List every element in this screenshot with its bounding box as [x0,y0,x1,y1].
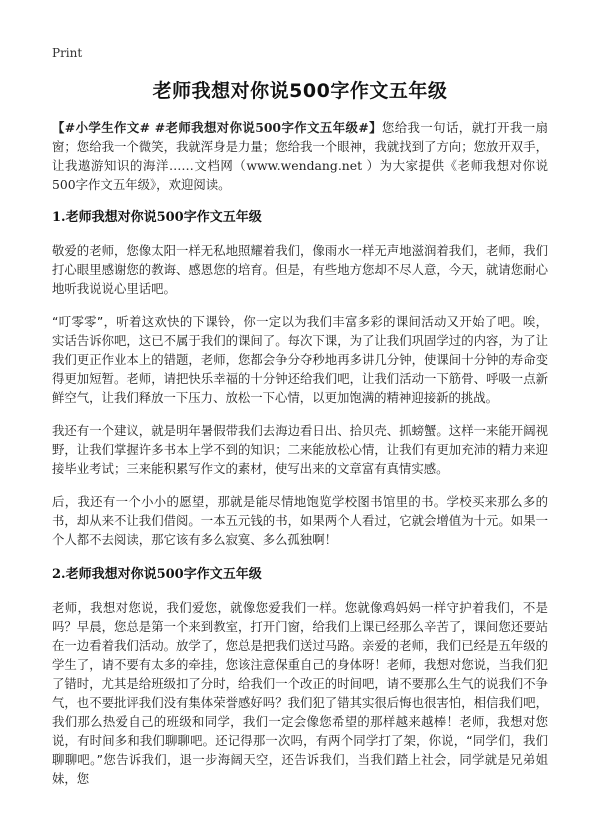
section-paragraph: “叮零零”，听着这欢快的下课铃，你一定以为我们丰富多彩的课间活动又开始了吧。唉，实话告诉你吧，这已不属于我们的课间了。每次下课，为了让我们巩固学过的内容，为了让我们更正作业本上的错题，老师，您都会争分夺秒地再多讲几分钟，使课间十分钟的寿命变得更加短暂。老师，请把快乐幸福的十分钟还给我们吧，让我们活动一下筋骨、呼吸一点新鲜空气，让我们释放一下压力、放松一下心情，以更加饱满的精神迎接新的挑战。 [52,314,548,405]
document-body [52,118,548,802]
intro-paragraph [52,118,548,194]
intro-tag: 【#小学生作文# #老师我想对你说500字作文五年级#】 [52,120,382,135]
section-heading: 1.老师我想对你说500字作文五年级 [52,210,262,225]
section-paragraph: 我还有一个建议，就是明年暑假带我们去海边看日出、拾贝壳、抓螃蟹。这样一来能开阔视野，让我们掌握许多书本上学不到的知识；二来能放松心情，让我们有更加充沛的精力来迎接毕业考试；三来能积累写作文的素材，使写出来的文章富有真情实感。 [52,423,548,476]
section-paragraph: 敬爱的老师，您像太阳一样无私地照耀着我们，像雨水一样无声地滋润着我们，老师，我们打心眼里感谢您的教诲、感恩您的培育。但是，有些地方您却不尽人意，今天，就请您耐心地听我说说心里话吧。 [52,243,548,296]
page-title: 老师我想对你说500字作文五年级 [152,80,448,102]
intro-text: 您给我一句话，就打开我一扇窗；您给我一个微笑，我就浑身是力量；您给我一个眼神，我就找到了方向；您放开双手，让我遨游知识的海洋……文档网（www.wendang.net ）为大家提供《老师我想对你说500字作文五年级》，欢迎阅读。 [52,120,548,192]
section-paragraph: 老师，我想对您说，我们爱您，就像您爱我们一样。您就像鸡妈妈一样守护着我们，不是吗？早晨，您总是第一个来到教室，打开门窗，给我们上课已经那么辛苦了，课间您还要站在一边看着我们活动。放学了，您总是把我们送过马路。亲爱的老师，我们已经是五年级的学生了，请不要有太多的牵挂，您该注意保重自己的身体呀！老师，我想对您说，当我们犯了错时，尤其是给班级扣了分时，给我们一个改正的时间吧，请不要那么生气的说我们不争气，也不要批评我们没有集体荣誉感好吗？我们犯了错其实很后悔也很害怕，相信我们吧，我们那么热爱自己的班级和同学，我们一定会像您希望的那样越来越棒！老师，我想对您说，有时间多和我们聊聊吧。还记得那一次吗，有两个同学打了架，你说，“同学们，我们聊聊吧。”您告诉我们，退一步海阔天空，还告诉我们，当我们踏上社会，同学就是兄弟姐妹，您 [52,600,548,786]
section-paragraph: 后，我还有一个小小的愿望，那就是能尽情地饱览学校图书馆里的书。学校买来那么多的书，却从来不让我们借阅。一本五元钱的书，如果两个人看过，它就会增值为十元。如果一个人都不去阅读，那它该有多么寂寞、多么孤独啊！ [52,494,548,547]
section-heading: 2.老师我想对你说500字作文五年级 [52,567,262,582]
print-label: Print [52,46,83,60]
